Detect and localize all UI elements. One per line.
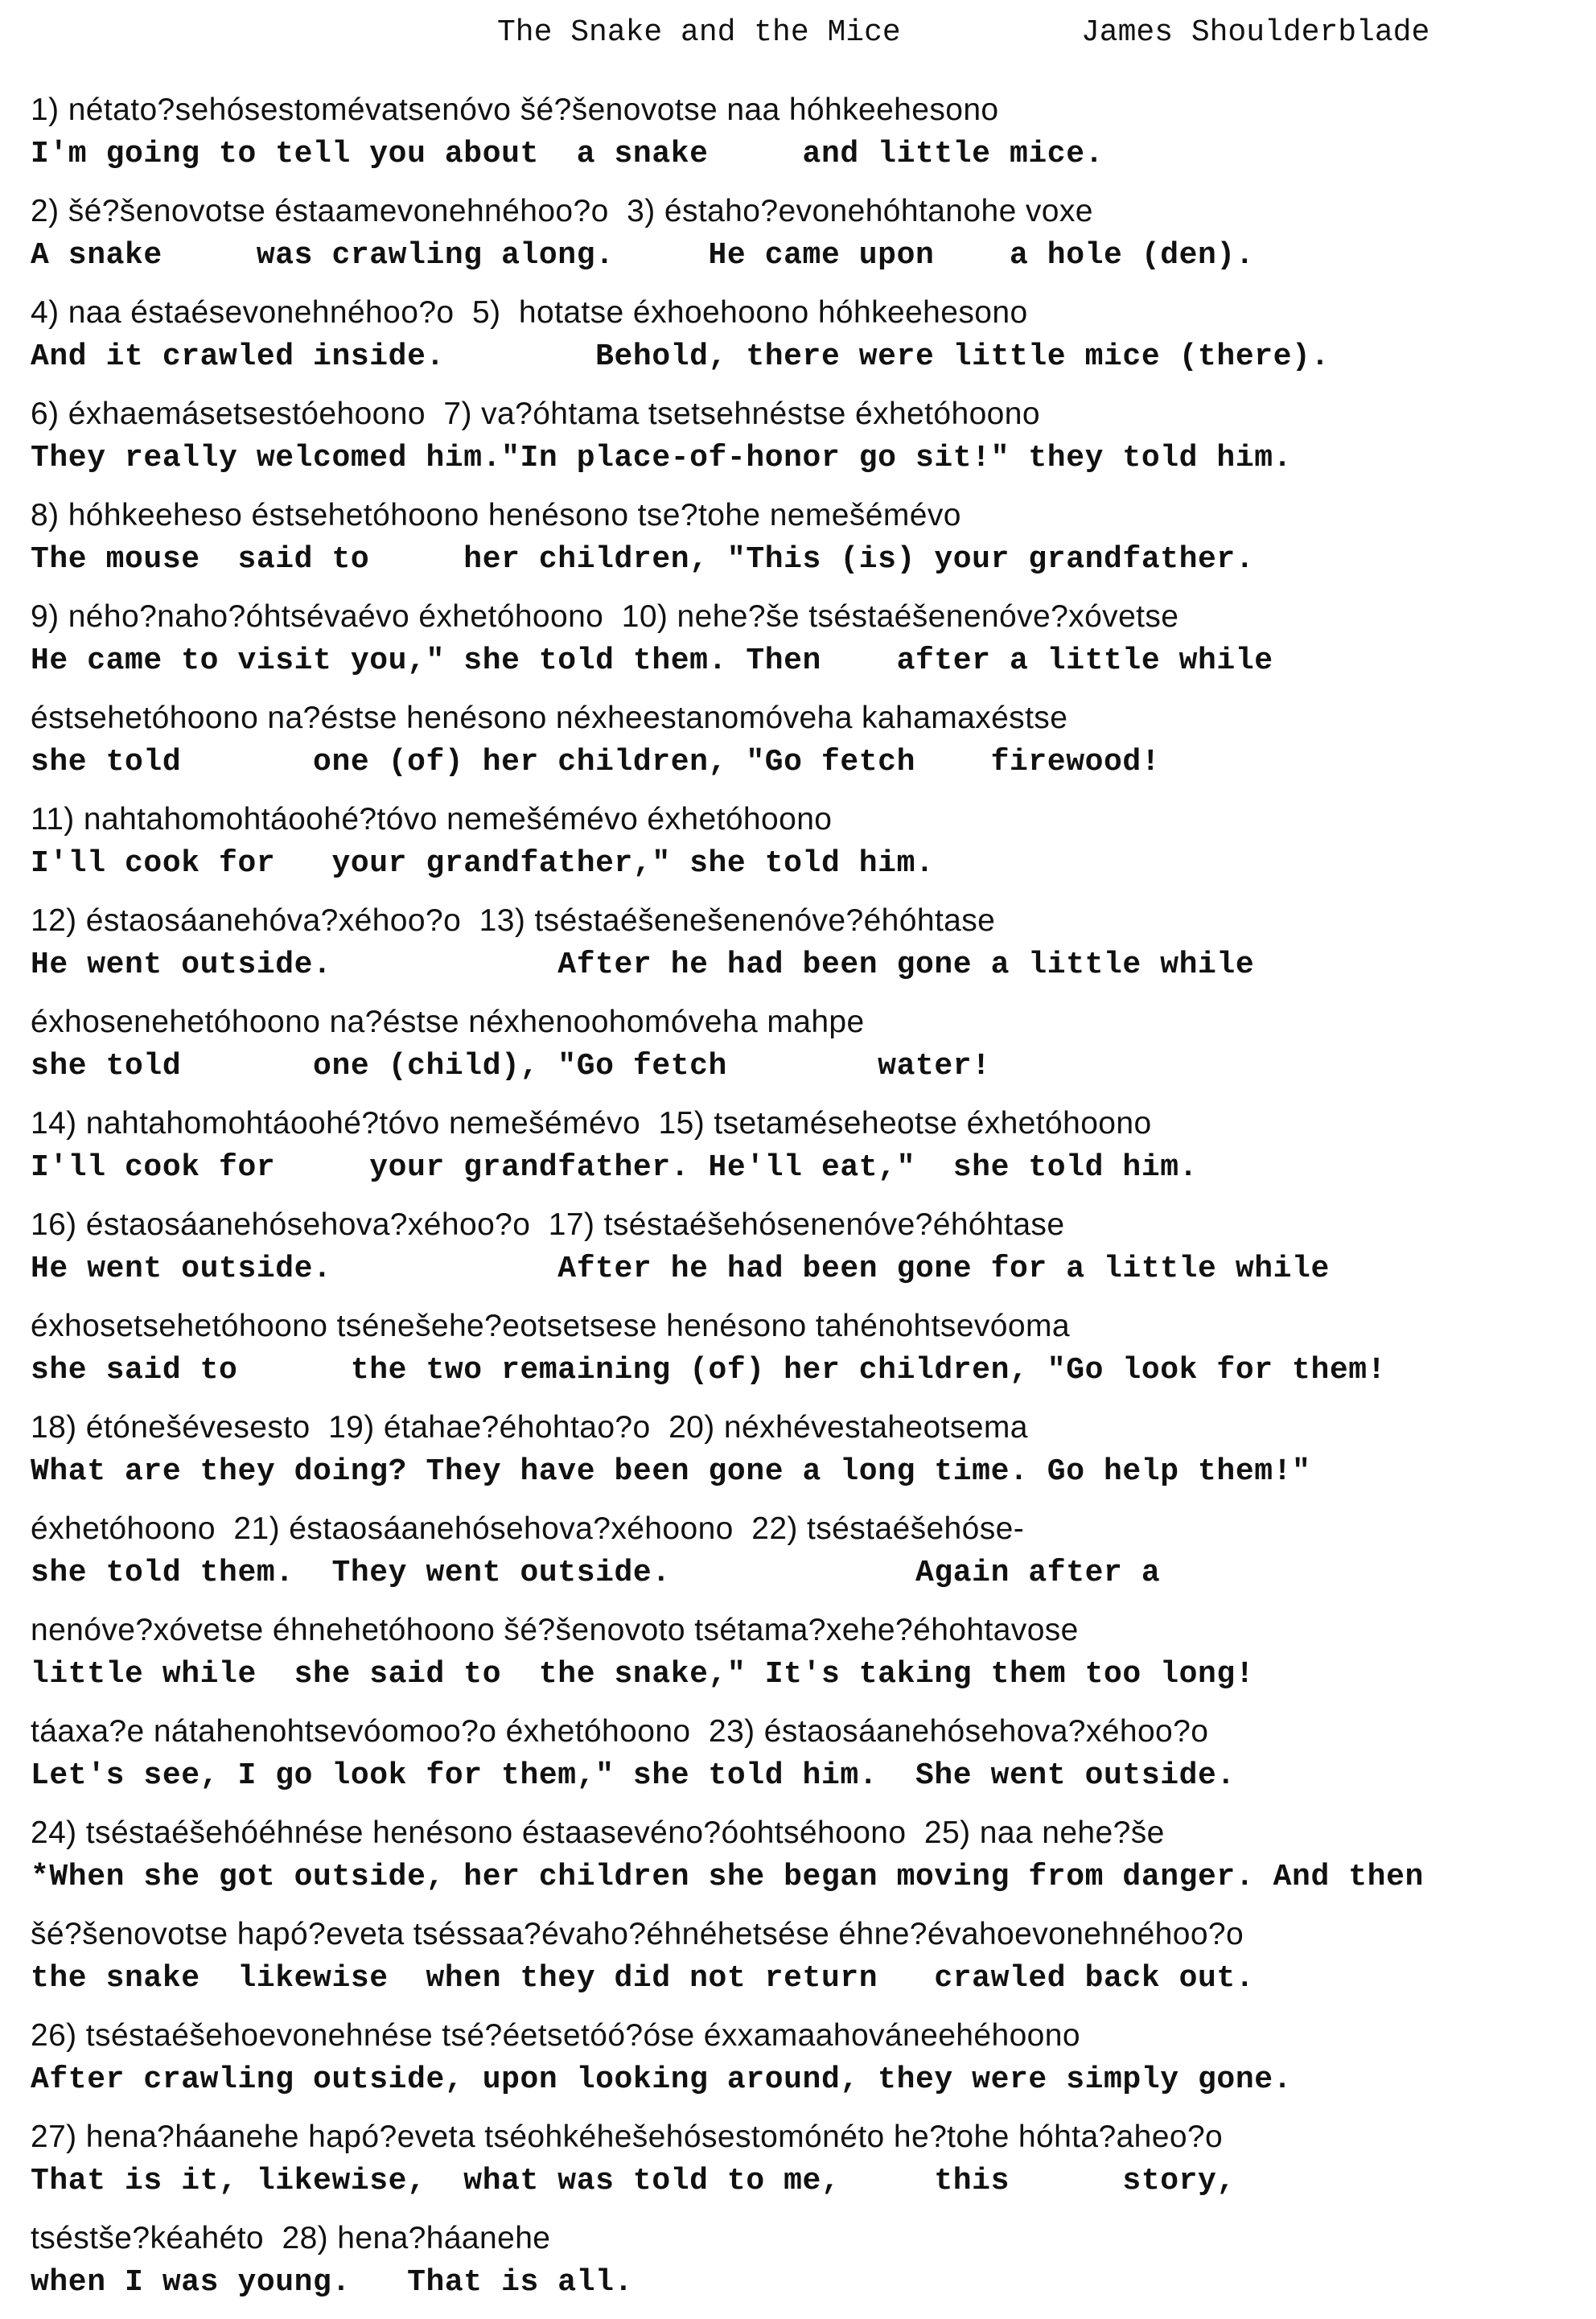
cheyenne-line: 8) hóhkeeheso éstsehetóhoono henésono tse?tohe nemešémévo xyxy=(31,498,961,532)
cheyenne-line: éxhetóhoono 21) éstaosáanehósehova?xéhoono 22) tséstaéšehóse- xyxy=(31,1511,1025,1546)
cheyenne-line: 12) éstaosáanehóva?xéhoo?o 13) tséstaéšenešenenóve?éhóhtase xyxy=(31,903,996,938)
cheyenne-line: 14) nahtahomohtáoohé?tóvo nemešémévo 15) tsetaméseheotse éxhetóhoono xyxy=(31,1106,1152,1141)
english-gloss-line: What are they doing? They have been gone a long time. Go help them!" xyxy=(31,1454,1311,1489)
english-gloss-line: After crawling outside, upon looking around, they were simply gone. xyxy=(31,2062,1293,2097)
cheyenne-line: tséstše?kéahéto 28) hena?háanehe xyxy=(31,2221,551,2255)
cheyenne-line: táaxa?e nátahenohtsevóomoo?o éxhetóhoono 23) éstaosáanehósehova?xéhoo?o xyxy=(31,1714,1209,1749)
english-gloss-line: the snake likewise when they did not return crawled back out. xyxy=(31,1961,1255,1996)
cheyenne-line: éxhosenehetóhoono na?éstse néxhenoohomóveha mahpe xyxy=(31,1005,865,1039)
english-gloss-line: she told one (of) her children, "Go fetch firewood! xyxy=(31,745,1161,779)
cheyenne-line: 9) ného?naho?óhtsévaévo éxhetóhoono 10) nehe?še tséstaéšenenóve?xóvetse xyxy=(31,599,1179,634)
english-gloss-line: That is it, likewise, what was told to me, this story, xyxy=(31,2164,1236,2198)
english-gloss-line: I'll cook for your grandfather. He'll eat," she told him. xyxy=(31,1150,1199,1185)
english-gloss-line: when I was young. That is all. xyxy=(31,2265,633,2300)
cheyenne-line: šé?šenovotse hapó?eveta tséssaa?évaho?éhnéhetsése éhne?évahoevonehnéhoo?o xyxy=(31,1917,1244,1951)
story-title: The Snake and the Mice xyxy=(497,15,901,50)
english-gloss-line: He went outside. After he had been gone a little while xyxy=(31,948,1255,982)
english-gloss-line: I'm going to tell you about a snake and little mice. xyxy=(31,137,1104,171)
cheyenne-line: éstsehetóhoono na?éstse henésono néxheestanomóveha kahamaxéstse xyxy=(31,701,1068,735)
cheyenne-line: 16) éstaosáanehósehova?xéhoo?o 17) tséstaéšehósenenóve?éhóhtase xyxy=(31,1207,1065,1242)
cheyenne-line: 4) naa éstaésevonehnéhoo?o 5) hotatse éxhoehoono hóhkeehesono xyxy=(31,295,1028,330)
english-gloss-line: I'll cook for your grandfather," she told him. xyxy=(31,846,935,881)
english-gloss-line: she told them. They went outside. Again after a xyxy=(31,1556,1161,1590)
english-gloss-line: little while she said to the snake," It's taking them too long! xyxy=(31,1657,1255,1692)
english-gloss-line: He came to visit you," she told them. Then after a little while xyxy=(31,643,1273,678)
english-gloss-line: A snake was crawling along. He came upon a hole (den). xyxy=(31,238,1255,273)
cheyenne-line: 26) tséstaéšehoevonehnése tsé?éetsetóó?óse éxxamaahováneehéhoono xyxy=(31,2018,1080,2053)
cheyenne-line: 11) nahtahomohtáoohé?tóvo nemešémévo éxhetóhoono xyxy=(31,802,833,837)
english-gloss-line: He went outside. After he had been gone for a little while xyxy=(31,1252,1330,1286)
cheyenne-line: 6) éxhaemásetsestóehoono 7) va?óhtama tsetsehnéstse éxhetóhoono xyxy=(31,397,1040,431)
author-name: James Shoulderblade xyxy=(1081,15,1430,50)
english-gloss-line: Let's see, I go look for them," she told him. She went outside. xyxy=(31,1758,1236,1793)
english-gloss-line: They really welcomed him."In place-of-honor go sit!" they told him. xyxy=(31,441,1293,475)
english-gloss-line: The mouse said to her children, "This (is) your grandfather. xyxy=(31,542,1255,577)
cheyenne-line: éxhosetsehetóhoono tsénešehe?eotsetsese henésono tahénohtsevóoma xyxy=(31,1309,1070,1343)
cheyenne-line: 24) tséstaéšehóéhnése henésono éstaasevéno?óohtséhoono 25) naa nehe?še xyxy=(31,1815,1165,1850)
cheyenne-line: 1) nétato?sehósestomévatsenóvo šé?šenovotse naa hóhkeehesono xyxy=(31,93,999,127)
cheyenne-line: 18) étónešévesesto 19) étahae?éhohtao?o 20) néxhévestaheotsema xyxy=(31,1410,1028,1445)
cheyenne-line: 2) šé?šenovotse éstaamevonehnéhoo?o 3) éstaho?evonehóhtanohe voxe xyxy=(31,194,1093,228)
english-gloss-line: *When she got outside, her children she began moving from danger. And then xyxy=(31,1860,1424,1894)
english-gloss-line: And it crawled inside. Behold, there were little mice (there). xyxy=(31,339,1330,374)
cheyenne-line: nenóve?xóvetse éhnehetóhoono šé?šenovoto tsétama?xehe?éhohtavose xyxy=(31,1613,1079,1647)
cheyenne-line: 27) hena?háanehe hapó?eveta tséohkéhešehósestomónéto he?tohe hóhta?aheo?o xyxy=(31,2120,1224,2154)
english-gloss-line: she said to the two remaining (of) her children, "Go look for them! xyxy=(31,1353,1387,1388)
english-gloss-line: she told one (child), "Go fetch water! xyxy=(31,1049,991,1083)
